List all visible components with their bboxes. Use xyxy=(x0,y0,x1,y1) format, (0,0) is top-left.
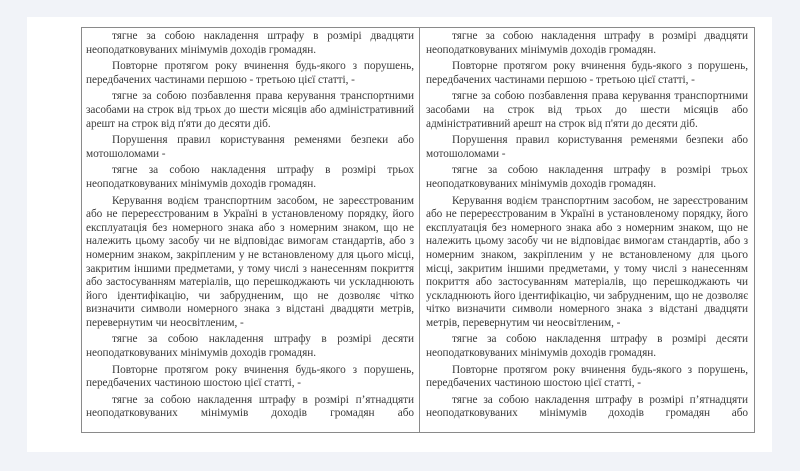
paragraph: тягне за собою накладення штрафу в розмірі п’ятнадцяти неоподатковуваних мінімумів доходів громадян або xyxy=(426,393,748,420)
paragraph: тягне за собою накладення штрафу в розмірі двадцяти неоподатковуваних мінімумів доходів громадян. xyxy=(86,30,414,56)
paragraph: тягне за собою накладення штрафу в розмірі десяти неоподатковуваних мінімумів доходів громадян. xyxy=(426,333,748,360)
paragraph: тягне за собою накладення штрафу в розмірі десяти неоподатковуваних мінімумів доходів громадян. xyxy=(86,333,414,360)
paragraph: тягне за собою накладення штрафу в розмірі п’ятнадцяти неоподатковуваних мінімумів доходів громадян або xyxy=(86,393,414,420)
document-card xyxy=(27,17,772,452)
paragraph: Порушення правил користування ременями безпеки або мотошоломами - xyxy=(86,134,414,160)
paragraph: тягне за собою позбавлення права керування транспортними засобами на строк від трьох до шести місяців або адміністративний арешт на строк від п'яти до десяти діб. xyxy=(86,90,414,130)
paragraph: Повторне протягом року вчинення будь-якого з порушень, передбачених частиною шостою цієї статті, - xyxy=(426,363,748,390)
left-column xyxy=(82,28,420,432)
paragraph: Повторне протягом року вчинення будь-якого з порушень, передбачених частинами першою - третьою цієї статті, - xyxy=(426,60,748,86)
paragraph: Керування водієм транспортним засобом, не зареєстрованим або не перереєстрованим в Україні в установленому порядку, його експлуатація без номерного знака або з номерним знаком, що не належить цьому засобу чи не відповідає вимогам стандартів, або з номерним знаком, закріпленим у не встановленому для цього місці, закритим іншими предметами, у тому числі з нанесенням покриття або застосуванням матеріалів, що перешкоджають чи ускладнюють його ідентифікацію, чи забрудненим, що не дозволяє чітко визначити символи номерного знака з відстані двадцяти метрів, перевернутим чи неосвітленим, - xyxy=(426,194,748,329)
paragraph: тягне за собою позбавлення права керування транспортними засобами на строк від трьох до шести місяців або адміністративний арешт на строк від п'яти до десяти діб. xyxy=(426,90,748,130)
paragraph: тягне за собою накладення штрафу в розмірі двадцяти неоподатковуваних мінімумів доходів громадян. xyxy=(426,30,748,56)
right-column xyxy=(420,28,754,432)
paragraph: тягне за собою накладення штрафу в розмірі трьох неоподатковуваних мінімумів доходів громадян. xyxy=(86,164,414,190)
paragraph: Керування водієм транспортним засобом, не зареєстрованим або не перереєстрованим в Україні в установленому порядку, його експлуатація без номерного знака або з номерним знаком, що не належить цьому засобу чи не відповідає вимогам стандартів, або з номерним знаком, закріпленим у не встановленому для цього місці, закритим іншими предметами, у тому числі з нанесенням покриття або застосуванням матеріалів, що перешкоджають чи ускладнюють його ідентифікацію, чи забрудненим, що не дозволяє чітко визначити символи номерного знака з відстані двадцяти метрів, перевернутим чи неосвітленим, - xyxy=(86,194,414,329)
comparison-table xyxy=(81,27,755,433)
paragraph: Повторне протягом року вчинення будь-якого з порушень, передбачених частиною шостою цієї статті, - xyxy=(86,363,414,390)
paragraph: Повторне протягом року вчинення будь-якого з порушень, передбачених частинами першою - третьою цієї статті, - xyxy=(86,60,414,86)
paragraph: Порушення правил користування ременями безпеки або мотошоломами - xyxy=(426,134,748,160)
paragraph: тягне за собою накладення штрафу в розмірі трьох неоподатковуваних мінімумів доходів громадян. xyxy=(426,164,748,190)
